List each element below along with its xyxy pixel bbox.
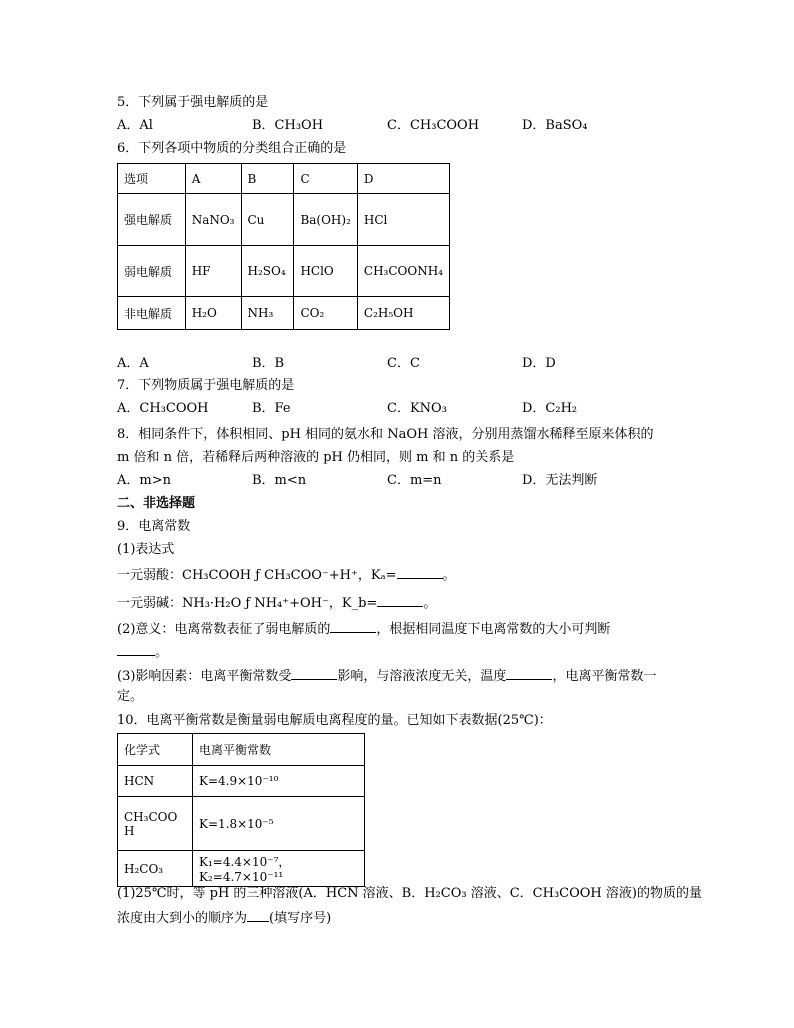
q9-acid-expression (117, 565, 456, 585)
q8-option-c: C．m=n (387, 473, 442, 488)
answer-blank[interactable] (291, 666, 337, 680)
acid-text: 一元弱酸：CH₃COOH ƒ CH₃COO⁻+H⁺，Kₐ= (117, 568, 397, 583)
q6-stem: 6．下列各项中物质的分类组合正确的是 (117, 141, 347, 156)
part2-text-cont: ，根据相同温度下电离常数的大小可判断 (376, 622, 611, 637)
table-header-cell: D (357, 164, 449, 194)
q7-option-b: B．Fe (252, 401, 291, 416)
q7-option-a: A．CH₃COOH (117, 401, 209, 416)
q9-part1: (1)表达式 (117, 542, 175, 557)
q5-option-c: C．CH₃COOH (387, 118, 480, 133)
q7-option-d: D．C₂H₂ (522, 401, 578, 416)
sub1-text-end: (填写序号) (269, 911, 332, 926)
answer-blank[interactable] (377, 593, 423, 607)
table-row (118, 297, 450, 330)
part3-text: (3)影响因素：电离平衡常数受 (117, 669, 292, 684)
table-cell: HCN (118, 766, 193, 797)
q10-sub1-line2 (117, 908, 331, 928)
q8-option-b: B．m<n (252, 473, 307, 488)
table-cell: HClO (294, 246, 357, 297)
table-row (118, 851, 365, 887)
q8-stem-line1: 8．相同条件下，体积相同、pH 相同的氨水和 NaOH 溶液，分别用蒸馏水稀释至原来体积的 (117, 427, 654, 442)
q8-option-a: A．m>n (117, 473, 171, 488)
table-cell: H₂O (185, 297, 241, 330)
table-cell: K=4.9×10⁻¹⁰ (193, 766, 365, 797)
table-cell: HCl (357, 194, 449, 246)
part3-text-end: ，电离平衡常数一 (552, 669, 657, 684)
table-cell: C₂H₅OH (357, 297, 449, 330)
q8-stem-line2: m 倍和 n 倍，若稀释后两种溶液的 pH 仍相同，则 m 和 n 的关系是 (117, 450, 515, 465)
q7-stem: 7．下列物质属于强电解质的是 (117, 378, 295, 393)
table-cell: NaNO₃ (185, 194, 241, 246)
q5-option-a: A．Al (117, 118, 153, 133)
q10-constants-table (117, 733, 365, 887)
table-row (118, 194, 450, 246)
q7-option-c: C．KNO₃ (387, 401, 447, 416)
table-header-row (118, 164, 450, 194)
period: 。 (423, 596, 437, 611)
q5-option-d: D．BaSO₄ (522, 118, 588, 133)
q6-option-a: A．A (117, 356, 149, 371)
q9-part3-line2: 定。 (117, 689, 144, 704)
period: 。 (442, 568, 456, 583)
q9-title: 9．电离常数 (117, 519, 191, 534)
answer-blank[interactable] (506, 666, 552, 680)
part3-text-mid: 影响，与溶液浓度无关，温度 (337, 669, 507, 684)
q10-sub1-line1: (1)25℃时，等 pH 的三种溶液(A．HCN 溶液、B．H₂CO₃ 溶液、C．CH₃COOH 溶液)的物质的量 (117, 886, 702, 901)
table-row (118, 766, 365, 797)
period: 。 (155, 645, 169, 660)
table-cell: HF (185, 246, 241, 297)
table-cell: Cu (241, 194, 294, 246)
q9-base-expression (117, 593, 436, 613)
table-cell: 非电解质 (118, 297, 186, 330)
section-heading: 二、非选择题 (117, 496, 196, 511)
answer-blank[interactable] (117, 642, 155, 656)
q6-option-d: D．D (522, 356, 556, 371)
table-cell: K₁=4.4×10⁻⁷，K₂=4.7×10⁻¹¹ (193, 851, 365, 887)
q9-part2-line1 (117, 619, 610, 639)
table-cell: K=1.8×10⁻⁵ (193, 797, 365, 851)
q9-part3-line1 (117, 666, 656, 686)
table-cell: Ba(OH)₂ (294, 194, 357, 246)
q5-option-b: B．CH₃OH (252, 118, 324, 133)
table-row (118, 246, 450, 297)
q8-option-d: D．无法判断 (522, 473, 598, 488)
q5-stem: 5．下列属于强电解质的是 (117, 95, 269, 110)
table-header-cell: B (241, 164, 294, 194)
table-header-cell: C (294, 164, 357, 194)
table-cell: CH₃COOH (118, 797, 193, 851)
table-header-row (118, 734, 365, 766)
table-header-cell: 电离平衡常数 (193, 734, 365, 766)
table-header-cell: 选项 (118, 164, 186, 194)
table-header-cell: A (185, 164, 241, 194)
base-text: 一元弱碱：NH₃·H₂O ƒ NH₄⁺+OH⁻，K_b= (117, 596, 378, 611)
answer-blank[interactable] (247, 908, 269, 922)
q9-part2-line2 (117, 642, 168, 662)
table-cell: 强电解质 (118, 194, 186, 246)
q6-classification-table (117, 163, 450, 330)
table-cell: CO₂ (294, 297, 357, 330)
part2-text: (2)意义：电离常数表征了弱电解质的 (117, 622, 331, 637)
table-cell: 弱电解质 (118, 246, 186, 297)
q6-option-b: B．B (252, 356, 285, 371)
answer-blank[interactable] (330, 619, 376, 633)
table-cell: NH₃ (241, 297, 294, 330)
answer-blank[interactable] (397, 565, 443, 579)
table-cell: H₂CO₃ (118, 851, 193, 887)
q10-stem: 10．电离平衡常数是衡量弱电解质电离程度的量。已知如下表数据(25℃)： (117, 713, 552, 728)
table-row (118, 797, 365, 851)
sub1-text: 浓度由大到小的顺序为 (117, 911, 248, 926)
table-cell: CH₃COONH₄ (357, 246, 449, 297)
table-cell: H₂SO₄ (241, 246, 294, 297)
q6-option-c: C．C (387, 356, 420, 371)
table-header-cell: 化学式 (118, 734, 193, 766)
